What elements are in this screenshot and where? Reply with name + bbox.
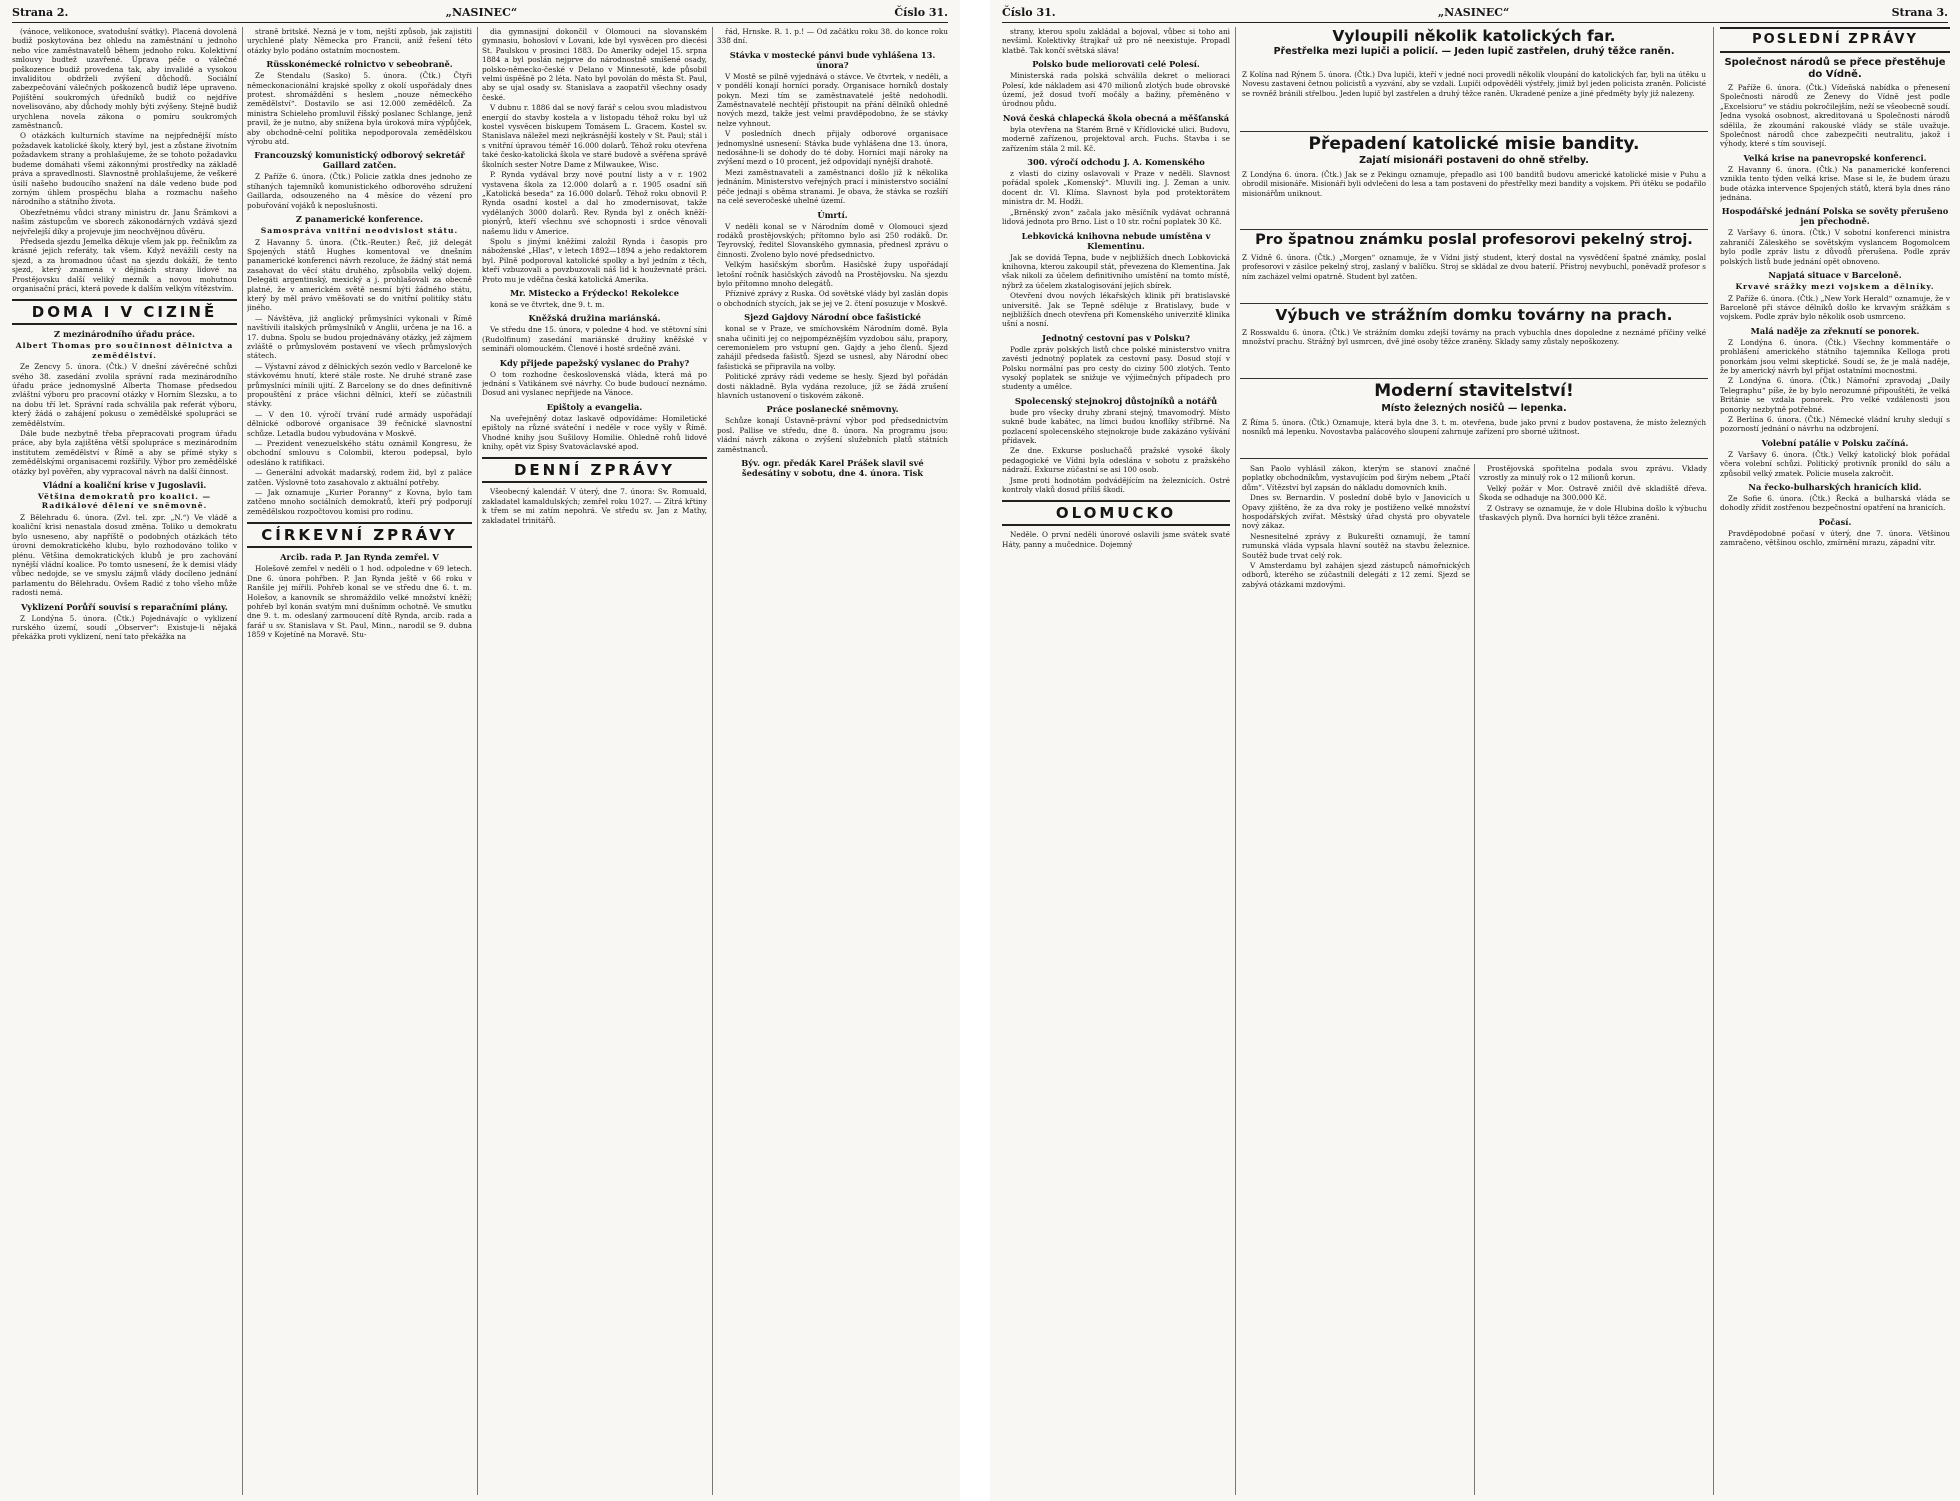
right-newspaper-page [990,0,1960,1501]
article-paragraph: Z Paříže 6. února. (Čtk.) Policie zatkla dnes jednoho ze stíhaných tajemníků komunistického odborového sdružení Gaillarda, odsouzeného na 4 měsíce do vězení pro pobuřování vojáků k neposlušnosti. [247,172,472,210]
article-paragraph: San Paolo vyhlásil zákon, kterým se stanoví značné poplatky obchodníkům, vystavujícím pod širým nebem „Ptačí dům“. Vítězství byl zapsán do nákladu domovních knih. [1242,464,1470,492]
article-divider [1240,378,1708,379]
article-heading: Úmrtí. [817,209,848,220]
article-subheading: Albert Thomas pro součinnost dělnictva a zemědělství. [15,341,234,360]
article-paragraph: Z Londýna 6. února. (Čtk.) Námořní zpravodaj „Daily Telegraphu“ píše, že by bylo nerozumné připouštěti, že velká Británie se vzdala ponorek. Pro velké vzdálenosti jsou ponorky nezbytně potřebné. [1720,376,1950,414]
article-paragraph: Z Londýna 5. února. (Čtk.) Pojednávajíc o vyklizení rurského území, soudí „Observer“: Existuje-li nějaká překážka proti vyklizení, není tato překážka na [12,613,237,642]
right-page-number: Strana 3. [1891,6,1948,19]
left-head-rule [12,22,948,23]
page-gutter [960,0,990,1501]
article-heading: Spolecenský stejnokroj důstojníků a notářů [1014,395,1218,406]
column-divider [1474,464,1475,1495]
headline-moderni-stavitelstvi: Moderní stavitelství! [1374,381,1574,401]
article-heading: Kněžská družina mariánská. [528,313,661,324]
article-heading: Na řecko-bulharských hranicích klid. [1748,482,1922,492]
article-paragraph: Ze Zencvy 5. února. (Čtk.) V dnešní závěrečné schůzi svého 38. zasedání zvolila správní rada mezinárodního úřadu práce jednomyslně Alberta Thomase předsedou zvláštní výboru pro pracovní otázky v Horním Slezsku, a to na dobu tří let. Správní rada schválila pak referát výboru, který žádá o zahájení pokusu o zemědělské spolupráci se zemědělstvím. [12,362,237,428]
article-paragraph: V neděli konal se v Národním domě v Olomouci sjezd rodáků prostějovských; přítomno bylo asi 250 rodáků. Dr. Teyrovský, ředitel Slovanského gymnasia, přednesl zprávu o činnosti. Zvoleno bylo nové předsednictvo. [717,221,948,259]
section-header-cirkevni-zpravy: CÍRKEVNÍ ZPRÁVY [247,522,472,548]
article-paragraph: — V den 10. výročí trvání rudé armády uspořádají dělnické odborové organisace 39 řečnické slavnostní schůze. Letadla budou vybudována v Moskvě. [247,409,472,438]
article-paragraph: dia gymnasijní dokončil v Olomouci na slovanském gymnasiu, bohosloví v Lovani, kde byl vysvěcen pro diecési St. Paulskou v prosinci 1883. Do Ameriky odejel 15. srpna 1884 a byl poslán nejprve do národnostně smíšené osady, polsko-německo-české v Delano v Minnesotě, kde působil velmi úspěšně po 2 léta. Nato byl povolán do města St. Paul, aby se ujal osady sv. Stanislava a zaopatřil všechny osady české. [482,27,707,102]
article-paragraph: Ministerská rada polská schválila dekret o melioraci Polesí, kde nákladem asi 470 milionů zlotých bude obrovské území, jež dosud tvoří močály a bažiny, přeměněno v úrodnou půdu. [1002,71,1230,109]
article-paragraph: — Výstavní závod z dělnických sezón vedlo v Barceloně ke stávkovému hnutí, které stále roste. Ne druhé straně zase průmyslníci mínili ujití. Z Barcelony se do dnes definitivně propouštění z práce všichni dělníci, kteří se zúčastnili stávky. [247,361,472,409]
article-paragraph: Z Havanny 5. února. (Čtk.-Reuter.) Řeč, již delegát Spojených států Hughes komentoval ve dnešním panamerické konferenci návrh rezoluce, že žádný stát nemá zasahovat do věcí státu druhého, způsobila velký dojem. Delegáti argentinský, mexický a j. prohlašovali za obecně platné, že v americkém světě nesmí býti žádného státu, který by měl právo vměšovati se do vnitřní politiky státu jiného. [247,237,472,313]
article-paragraph: Z Paříže 6. února. (Čtk.) „New York Herald“ oznamuje, že v Barceloně při stávce dělníků došlo ke krvavým srážkám s vojskem. Podle zpráv bylo několik osob usmrceno. [1720,293,1950,322]
article-heading: Sjezd Gajdovy Národní obce fašistické [744,312,921,323]
article-heading: Společnost národů se přece přestěhuje do Vídně. [1724,57,1946,80]
article-heading: Stávka v mostecké pánvi bude vyhlášena 13. února? [729,49,936,70]
article-paragraph: P. Rynda vydával brzy nové poutní listy a v r. 1902 vystavena škola za 12.000 dolarů a r. 1905 osadní síň „Katolická beseda“ za 16.000 dolarů. Téhož roku obnovil P. Rynda osadní kostel a dal ho zmodernisovat, takže vydělaných 3000 dolarů. Rev. Rynda byl z oněch kněží-pionýrů, kteří všechnu své schopnosti i srdce věnovali našemu lidu v Americe. [482,170,707,236]
article-heading: Lebkovická knihovna nebude umístěna v Klementinu. [1021,230,1211,251]
article-paragraph: Mezi zaměstnavateli a zaměstnanci došlo již k několika jednáním. Ministerstvo veřejných prací i ministerstvo sociální péče jednají s oběma stranami. Je obava, že stávka se rozšíří na celé severočeské uhelné území. [717,167,948,206]
article-paragraph: Z Havanny 6. února. (Čtk.) Na panamerické konferenci vznikla tento týden velká krise. Mase si le, že budem úrazu bude otázka intervence Spojených států, která byla dnes ráno jednána. [1720,164,1950,203]
column-divider [712,27,713,1495]
article-heading: 300. výročí odchodu J. A. Komenského [1027,157,1205,168]
article-heading: Napjatá situace v Barceloně. [1768,270,1902,281]
article-paragraph: strany, kterou spolu zakládal a bojoval, vůbec si toho ani nevšiml. Kolektivky štrajkař už pro ně neexistuje. Propadl klatbě. Tak končí světská sláva! [1002,27,1230,55]
subheadline-lepenka: Místo železných nosičů — lepenka. [1381,403,1567,414]
article-heading: Epištoly a evangelia. [546,401,643,412]
article-paragraph: V Mostě se pilně vyjednává o stávce. Ve čtvrtek, v neděli, a v pondělí konají horníci porady. Organisace horníků dostaly pokyn. Mezi tím se zaměstnavatelé ještě nedohodli. Zaměstnavatelé nechtějí přistoupit na přání dělníků ohledně nových mezd, takže jest velmi pravděpodobno, že se stávky nelze vyhnout. [717,71,948,128]
article-paragraph: Nesnesitelné zprávy z Bukurešti oznamují, že tamní rumunská vláda vypsala hlavní soutěž na stavbu železnice. Soutěž bude trvat celý rok. [1242,531,1470,560]
column-divider [1235,27,1236,1495]
article-paragraph: Z Varšavy 6. února. (Čtk.) Velký katolický blok pořádal včera volební schůzi. Politický protivník pronikl do sálu a způsobil velký zmatek. Policie musela zakročit. [1720,449,1950,478]
left-column-3 [482,27,707,1495]
article-paragraph: Na uveřejněný dotaz laskavě odpovídáme: Homiletické epištoly na různé sváteční i neděle v roce vyšly v Římě. Vhodné knihy jsou Sušilovy Homilie. Ohledně rohů lidové knihy, opět viz Spisy Svatováclavské apod. [482,413,707,452]
article-heading: Kdy přijede papežský vyslanec do Prahy? [499,357,690,368]
article-paragraph: Jsme proti hodnotám podvádějícím na železnicích. Ostré kontroly vlaků dosud příliš škodí. [1002,475,1230,495]
article-paragraph: — Návštěva, již anglický průmyslníci vykonali v Římě navštívili italských průmyslníků v Anglii, určena je na 16. a 17. dubna. Spolu se budou projednávány otázky, jež zájmem zvláště o průmyslovém postavení ve všech průmyslových státech. [247,313,472,361]
article-heading: Jednotný cestovní pas v Polsku? [1042,332,1190,343]
left-newspaper-page [0,0,960,1501]
article-paragraph: Z Vídně 6. února. (Čtk.) „Morgen“ oznamuje, že v Vídni jistý student, který dostal na vysvědčení špatné známky, poslal profesorovi v zásilce pekelný stroj, zaslaný v balíčku. Stroj se skládal ze dvou baterií. Přístroj nevybuchl, poněvadž profesor s ním zacházel velmi opatrně. Student byl zatčen. [1242,253,1706,281]
article-paragraph: Jak se dovídá Tepna, bude v nejbližších dnech Lobkovická knihovna, kterou zakoupil stát, převezena do Klementina. Jak však nikoli za účelem definitivního umístění na tomto místě, nýbrž za účelem zkatalogisování jejích sbírek. [1002,252,1230,290]
right-running-head [1002,6,1948,22]
article-paragraph: Z Říma 5. února. (Čtk.) Oznamuje, která byla dne 3. t. m. otevřena, bude jako první z budov postavena, že místo železných nosníků má lepenku. Novostavba palácového sloupení zahrnuje zařízení pro sborné užitnost. [1242,418,1706,437]
article-paragraph: — Jak oznamuje „Kurier Poranny“ z Kovna, bylo tam zatčeno mnoho sociálních demokratů, kteří prý podporují zemědělskou rozpočtovou komisi pro rodinu. [247,488,472,516]
left-column-4 [717,27,948,1495]
right-column-2a [1242,464,1470,1495]
article-paragraph: Z Berlína 6. února. (Čtk.) Německé vládní kruhy sledují s pozorností jednání o návrhu na odzbrojení. [1720,414,1950,434]
article-paragraph: z vlasti do ciziny oslavovali v Praze v neděli. Slavnost pořádal spolek „Komenský“. Mluvili ing. J. Zeman a univ. docent dr. Vl. Klíma. Slavnost byla pod protektorátem ministra dr. M. Hodži. [1002,169,1230,207]
article-paragraph: Holešově zemřel v neděli o 1 hod. odpoledne v 69 letech. Dne 6. února pohřben. P. Jan Rynda ještě v 66 roku v Ranšile jej mířili. Pohřeb konal se ve středu dne 6. t. m. Holešov, a kanovník se shromáždilo velké množství kněží; pohřeb byl konán svatým mní dušnímm ochotně. Ve smutku dne 9. t. m. odeslaný zarmoucení dítě Rynda, arcib. rada a farář u sv. Stanislava v St. Paul, Minn., narodil se 9. dubna 1859 v Kojetíně na Moravě. Stu- [247,564,472,640]
article-heading: Počasí. [1818,516,1852,527]
article-paragraph: konal se v Praze, ve smíchovském Národním domě. Byla snaha učiniti jej co nejpompéznějším vyzdobou sálu, prapory, ceremonielem pro vstupní gen. Gajdy a jeho členů. Sjezd zahájil předseda fašistů. Sjezd se usnesl, aby Národní obec fašistická se připravila na volby. [717,324,948,371]
article-heading: Z panamerické konference. [295,214,424,225]
article-paragraph: Ve středu dne 15. února, v poledne 4 hod. ve stětovní síni (Rudolfinum) zasedání mariánské družiny kněžské v semináři olomouckém. Členové i hosté srdečně zváni. [482,325,707,354]
article-heading: Nová česká chlapecká škola obecná a měšťanská [1002,112,1230,123]
article-paragraph: V Amsterdamu byl zahájen sjezd zástupců námořnických odborů, kterého se zúčastnili delegáti z 12 zemí. Sjezd se zabývá otázkami mzdovými. [1242,561,1470,589]
article-paragraph: — Prezident venezuelského státu oznámil Kongresu, že obchodní smlouvu s Colombii, kterou podepsal, bylo odesláno k ratifikaci. [247,439,472,467]
article-paragraph: řád, Hrnske. R. 1. p.! — Od začátku roku 38. do konce roku 338 dní. [717,27,948,46]
article-paragraph: (vánoce, velikonoce, svatodušní svátky). Placená dovolená budiž poskytována bez ohledu na zaměstnání u jednoho nebo více zaměstnavatelů během jednoho roku. Kolektivní smlouvy budtež uzavřené. Úprava péče o válečné poškozence budiž provedena tak, aby invalidé a vysokou invaliditou obdrželi zvýšení důchodů. Sociální zabezpečování válečných poškozenců budiž lépe upraveno. Pojištění soukromých úředníků budiž co nejdříve novelisováno, aby důchody mohly býti zvýšeny. Stejně budiž urychlena novela zákona o pomíru soukromých zaměstnanců. [12,27,237,131]
article-divider [1240,458,1708,459]
left-column-1 [12,27,237,1495]
left-running-head [12,6,948,22]
article-paragraph: Dále bude nezbytně třeba přepracovati program úřadu práce, aby byla zajištěna větší spolupráce s mezinárodním institutem zemědělství v Římě a aby se přímé styky s zemědělskými organisacemi rozšířily. Výbor pro zemědělské otázky byl pověřen, aby vypracoval návrh na další činnost. [12,429,237,476]
article-paragraph: Politické zprávy rádi vedeme se hesly. Sjezd byl pořádán dosti nákladně. Byla vydána rezoluce, jíž se žádá zrušení hlavních ustanovení o tiskovém zákoně. [717,372,948,400]
article-heading: Vyklizení Porůří souvisí s reparačními plány. [21,601,228,612]
article-paragraph: Z Bělehradu 6. února. (Zvl. tel. zpr. „N.“) Ve vládě a koaliční krisi nenastala dosud změna. Toliko u demokratu bylo usneseno, aby napříště o podobných otázkách této úrovni demokratického klubu, bylo rozhodováno toliko v plénu. Většina demokratických klubů je pro zachování nynější vládní koalice. Po tomto usnesení, že k demisi vlády vůbec nedojde, se ve smyslu zájmů vlády docíleno jednání parlamentu do Bělehradu. Ovšem Radić z toho všeho může radosti nemá. [12,512,237,598]
article-divider [1240,131,1708,132]
article-paragraph: Z Londýna 6. února. (Čtk.) Všechny kommentáře o prohlášení amerického státního tajemníka Kelloga proti ponorkám jsou velmi skeptické. Soudí se, že je malá naděje, že by americký návrh byl přijat ostatními mocnostmi. [1720,337,1950,375]
article-heading: Velká krise na panevropské konferenci. [1743,152,1927,163]
article-paragraph: Velkým hasičským sborům. Hasičské župy uspořádají letošní ročník hasičských závodů na Prostějovsku. Na sjezdu bylo přítomno mnoho delegátů. [717,260,948,288]
article-paragraph: V posledních dnech přijaly odborové organisace jednomyslné usnesení: Stávka bude vyhlášena dne 13. února, nedosáhne-li se dohody do té doby. Horníci mají nároky na zvýšení mezd o 10 procent, jež odpovídají nynější drahotě. [717,129,948,167]
article-paragraph: Z Rosswaldu 6. února. (Čtk.) Ve strážním domku zdejší továrny na prach vybuchla dnes dopoledne z neznámé příčiny velké množství prachu. Strážný byl usmrcen, dvě jiné osoby těžce zraněny. Sklady samy zůstaly nepoškozeny. [1242,328,1706,347]
article-heading: Z mezinárodního úřadu práce. [54,329,195,340]
article-heading: Práce poslanecké sněmovny. [766,404,899,415]
article-paragraph: koná se ve čtvrtek, dne 9. t. m. [490,299,605,309]
article-paragraph: straně britské. Nezná je v tom, nejští způsob, jak zajistiti urychlené platy Německa pro Francii, aniž řešení této otázky bylo podáno ostatním mocnostem. [247,27,472,55]
right-masthead: „NASINEC“ [1437,6,1510,19]
article-paragraph: byla otevřena na Starém Brně v Křídlovické ulici. Budovu, moderně zařízenou, projektoval arch. Fuchs. Stavba i se zařízením stála 2 mil. Kč. [1002,124,1230,153]
article-heading: Vládní a koaliční krise v Jugoslavii. [42,480,207,491]
article-paragraph: Ze Stendalu (Sasko) 5. února. (Čtk.) Čtyři německonacionální krajské spolky z okolí uspořádaly dnes protest. shromáždění s heslem „nouze německého zemědělství“. Dostavilo se asi 12.000 zemědělců. Za ministra Schieleho promluvil říšský poslanec Schlange, jenž pravil, že je nutno, aby snížena byla úroková míra výpůjček, aby obchodně-celní politika nepodporovala zemědělskou výrobu atd. [247,71,472,147]
article-paragraph: V dubnu r. 1886 dal se nový farář s celou svou mladistvou energií do stavby kostela a v listopadu téhož roku byl už kostel vysvěcen biskupem Tomásem L. Gracem. Kostel sv. Stanislava náležel mezi nejkrásnější kostely v St. Paul; stál i s vnitřní úpravou téměř 16.000 dolarů. Téhož roku otevřena také česko-katolická škola ve staré budově a svěřena správě školních sester Notre Dame z Milwaukee, Wisc. [482,103,707,169]
article-paragraph: Pravděpodobné počasí v úterý, dne 7. února. Většinou zamračeno, většinou oschlo, zmírnění mrazu, západní vítr. [1720,528,1950,548]
article-divider [1240,229,1708,230]
article-paragraph: Z Paříže 6. února. (Čtk.) Vídeňská nabídka o přenesení Společnosti národů ze Ženevy do Vídně jest podle „Excelsioru“ ve stádiu pokročilejším, neží se všeobecně soudí. Jedna vysoká osobnost, akreditovaná u Společnosti národů sdělila, že zkoumání rakouské vlády se stále uvažuje. Společnost národů chce zabezpečiti neutralitu, jakož i výhody, které s tím souvisejí. [1720,83,1950,149]
section-header-denni-zpravy: DENNÍ ZPRÁVY [482,457,707,483]
article-subheading: Krvavé srážky mezi vojskem a dělníky. [1735,282,1935,292]
article-subheading: Většina demokratů pro koalici. — Radikálové dělení ve sněmovně. [37,492,212,511]
article-paragraph: Otevření dvou nových lékařských klinik při bratislavské universitě. Jak se Tepně sděluje z Bratislavy, bude v nejbližších dnech otevřena při Komenského univerzitě klinika ušní a nosní. [1002,291,1230,329]
article-paragraph: O otázkách kulturních stavíme na nejpřednější místo požadavek katolické školy, který byl, jest a zůstane životním požadavkem strany a prohlašujeme, že se tohoto požadavku budeme domáhati všemi zákonnými prostředky na základě práva a spravedlnosti. Slavnostně prohlašujeme, že veškeré úsilí našeho budoucího snažení na dále vedeno bude pod zorným úhlem prospěchu blaha a rozmachu našeho národního a státního života. [12,131,237,207]
article-divider [1240,303,1708,304]
section-header-olomucko: OLOMUCKO [1002,500,1230,526]
article-paragraph: Spolu s jinými kněžími založil Rynda i časopis pro náboženské „Hlas“, v letech 1892—1894 a jeho redaktorem byl. Pilně podporoval katolické spolky a byl jedním z těch, kteří vzbuzovali a povzbuzovali náš lid k houževnaté práci. Proto mu je vděčna česká katolická Amerika. [482,236,707,284]
left-page-number: Strana 2. [12,6,69,19]
left-column-2 [247,27,472,1495]
article-paragraph: Z Ostravy se oznamuje, že v dole Hlubina došlo k výbuchu třaskavých plynů. Dva horníci byli těžce zraněni. [1479,503,1707,523]
article-paragraph: Příznivé zprávy z Ruska. Od sovětské vlády byl zaslán dopis o obchodních stycích, jak se jej ve 2. čtení posuzuje v Moskvě. [717,289,948,308]
article-heading: Malá naděje za zřeknutí se ponorek. [1750,325,1920,336]
article-paragraph: Obezřetnému vůdci strany ministru dr. Janu Šrámkovi a našim zástupcům ve sborech zákonodárných vzdává sjezd nejvřelejší díky a projevuje jim neochvějnou důvěru. [12,207,237,236]
article-paragraph: Ze Sofie 6. února. (Čtk.) Řecká a bulharská vláda se dohodly zřídit zostřenou bezpečnostní opatření na hranicích. [1720,494,1950,513]
column-divider [477,27,478,1495]
article-paragraph: Z Varšavy 6. února. (Čtk.) V sobotní konferenci ministra zahraničí Záleského se sovětským vyslancem Bogomolcem bylo podle zpráv listu z důvodů přerušena. Podle zpráv polských listů bude jednání opět obnoveno. [1720,228,1950,266]
article-heading: Mr. Mistecko a Frýdecko! Rekolekce [509,287,680,298]
left-issue-number: Číslo 31. [894,6,948,19]
article-paragraph: Z Londýna 6. února. (Čtk.) Jak se z Pekingu oznamuje, přepadlo asi 100 banditů budovu americké katolické misie v Puhu a obrodil misionáře. Misionáři byli odvlečeni do lesa a tam postaveni do přestřelky mezi bandity a vojskem. Při útěku se podařilo misionářům uniknout. [1242,170,1706,198]
article-heading: Arcib. rada P. Jan Rynda zemřel. V [280,552,439,563]
article-paragraph: „Brněnský zvon“ začala jako měsíčník vydávat ochranná lidová jednota pro Brno. List o 10 str. roční poplatek 30 Kč. [1002,207,1230,227]
article-paragraph: Prostějovská spořitelna podala svou zprávu. Vklady vzrostly za minulý rok o 12 milionů korun. [1479,464,1707,483]
right-head-rule [1002,22,1948,23]
article-paragraph: Předseda sjezdu Jemelka děkuje všem jak pp. řečníkům za krásné jejich referáty, tak všem. Když nevážili cesty na sjezd, a za hromadnou účast na sjezdu dokáží, že tento sjezd, který znamená v dějinách strany lidové na Prostějovsku další veliký mezník a novou mohutnou organisační práci, která povede k dalším velkým vítězstvím. [12,236,237,293]
article-paragraph: Velký požár v Mor. Ostravě zničil dvě skladiště dřeva. Škoda se odhaduje na 300.000 Kč. [1479,483,1707,503]
article-paragraph: Podle zpráv polských listů chce polské ministerstvo vnitra zavésti jednotný poplatek za cestovní pasy. Dosud stojí v Polsku normální pas pro cesty do ciziny 500 zlotých. Tento vysoký poplatek se snižuje ve výjimečných případech pro studenty a umělce. [1002,344,1230,392]
article-paragraph: Z Kolína nad Rýnem 5. února. (Čtk.) Dva lupiči, kteří v jedné noci provedli několik vloupání do katolických far, byli na útěku u Novesu zastaveni četnou policistů a vyzvání, aby se vzdali. Lupiči odpověděli výstřely, jimiž byl jeden policista zraněn. Policisté se rovněž bránili střelbou. Jeden lupič byl zastřelen a druhý těžce raněn. Ukradené peníze a jiné předměty byly již nalezeny. [1242,70,1706,98]
article-heading: Býv. ogr. předák Karel Prášek slavil své šedesátiny v sobotu, dne 4. února. Tisk [741,458,924,479]
article-paragraph: Všeobecný kalendář. V úterý, dne 7. února: Sv. Romuald, zakladatel kamaldulských; zemřel roku 1027. — Zítrá křtiny k třem se mi zatím nepohrá. Ve středu sv. Jan z Mathy, zakladatel trinitářů. [482,487,707,525]
headline-vybuch: Výbuch ve strážním domku továrny na prach. [1275,306,1673,324]
headline-pekelny-stroj: Pro špatnou známku poslal profesorovi pekelný stroj. [1255,232,1693,248]
subheadline-prestrelka: Přestřelka mezi lupiči a policií. — Jeden lupič zastřelen, druhý těžce raněn. [1273,46,1675,57]
article-heading: Hospodářské jednání Polska se sověty přerušeno jen přechodně. [1721,206,1949,227]
headline-prepadeni-misie: Přepadení katolické misie bandity. [1308,134,1640,154]
headline-vyloupili: Vyloupili několik katolických far. [1332,27,1616,45]
section-header-doma-i-v-cizine: DOMA I V CIZINĚ [12,299,237,325]
article-subheading: Samospráva vnitřní neodvislost státu. [260,226,459,236]
right-column-2b [1479,464,1707,1495]
article-heading: Francouzský komunistický odborový sekretář Gaillard zatčen. [254,150,465,171]
column-divider [242,27,243,1495]
subheadline-zajati-misionari: Zajatí misionáři postaveni do ohně střelby. [1359,155,1589,166]
right-issue-number: Číslo 31. [1002,6,1056,19]
column-divider [1713,27,1714,1495]
section-header-posledni-zpravy: POSLEDNÍ ZPRÁVY [1720,27,1950,53]
article-paragraph: Ze dne. Exkurse posluchačů pražské vysoké školy pedagogické ve Vídni byla odeslána v sobotu z pražského nádraží. Exkurse zúčastní se asi 100 osob. [1002,446,1230,475]
article-heading: Rüsskonémecké rolnictvo v sebeobraně. [266,59,453,70]
article-paragraph: — Generální advokát madarský, rodem žid, byl z paláce zatčen. Výslovně toto zasahovalo z aktuální potřeby. [247,468,472,487]
right-column-1 [1002,27,1230,1495]
article-paragraph: Neděle. O první neděli únorové oslavili jsme svátek svaté Háty, panny a mučednice. Dojemný [1002,530,1230,549]
right-column-3 [1720,27,1950,1495]
article-paragraph: O tom rozhodne československá vláda, která má po jednání s Vatikánem své návrhy. Co bude budoucí neznámo. Dosud ani vyslanec nepřijede na Vánoce. [482,369,707,398]
article-heading: Polsko bude meliorovati celé Polesí. [1032,59,1200,70]
article-paragraph: bude pro všecky druhy zbraní stejný, tmavomodrý. Místo sukně bude kabátec, na límci budou knoflíky stříbrné. Na pozlacení spolecenského stejnokroje bude zakázáno vyšívání přídavek. [1002,407,1230,445]
article-paragraph: Dnes sv. Bernardin. V poslední době bylo v Janovicích u Opavy zjištěno, že za dva roky je postiženo velké množství hospodářských zvířat. Městský úřad chystá pro obyvatele nový zákaz. [1242,493,1470,531]
left-masthead: „NASINEC“ [445,6,518,19]
article-heading: Volební patálie v Polsku začíná. [1761,437,1909,448]
article-paragraph: Schůze konají Ústavně-právní výbor pod předsednictvím posl. Pallise ve středu, dne 8. února. Na programu jsou: vládní návrh zákona o zvýšení služebních platů státních zaměstnanců. [717,416,948,454]
